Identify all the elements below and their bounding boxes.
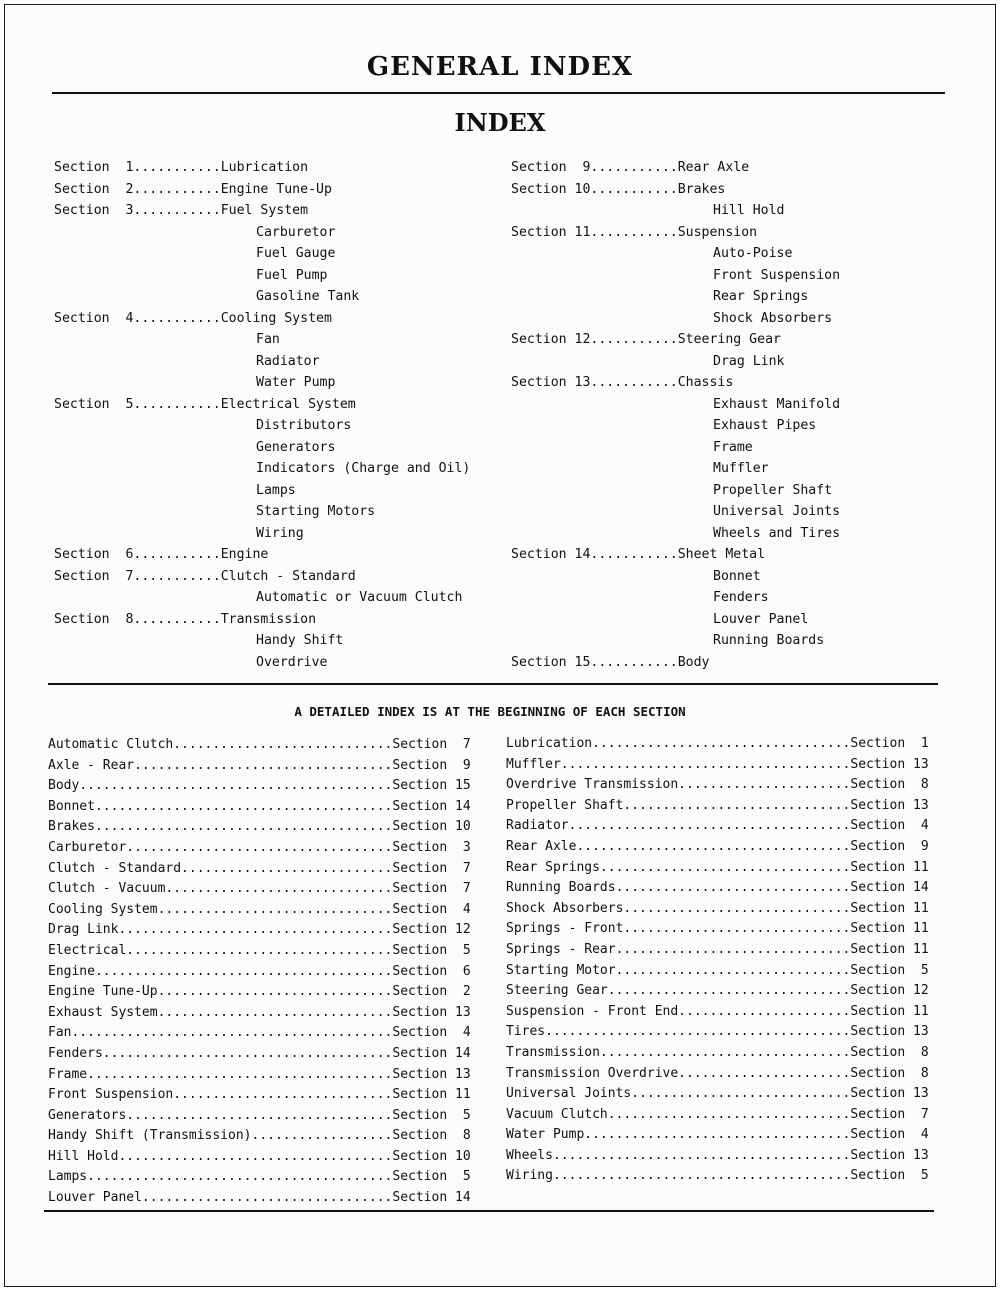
index-entry: Suspension - Front End......................Section 11 [506,1003,929,1019]
index-entry: Louver Panel................................Section 14 [48,1190,471,1206]
index-entry: Frame.......................................Section 13 [48,1066,471,1082]
index-entry: Universal Joints............................Section 13 [506,1086,929,1102]
section-entry: Section 3...........Fuel System [54,203,309,218]
subsection-entry: Water Pump [256,375,336,390]
subsection-entry: Wheels and Tires [713,525,841,541]
index-entry: Brakes......................................Section 10 [48,819,471,835]
subsection-entry: Running Boards [713,633,825,648]
index-entry: Running Boards..............................Section 14 [506,880,929,896]
index-heading: INDEX [454,108,546,137]
subsection-entry: Handy Shift [256,633,344,648]
section-entry: Section 13...........Chassis [511,375,734,390]
index-entry: Clutch - Vacuum.............................Section 7 [48,881,471,897]
index-entry: Handy Shift (Transmission)..................Section 8 [48,1128,471,1144]
subsection-entry: Radiator [256,353,320,369]
index-entry: Drag Link...................................Section 12 [48,922,471,938]
section-list-left [54,157,504,673]
subsection-entry: Gasoline Tank [256,289,360,304]
index-entry: Engine Tune-Up..............................Section 2 [48,984,471,1000]
index-entry: Vacuum Clutch...............................Section 7 [506,1106,929,1122]
section-entry: Section 2...........Engine Tune-Up [54,181,332,197]
index-entry: Steering Gear...............................Section 12 [506,983,929,999]
detailed-index-note: A DETAILED INDEX IS AT THE BEGINNING OF EACH SECTION [294,704,686,719]
subsection-entry: Generators [256,439,336,455]
index-entry: Muffler.....................................Section 13 [506,756,929,772]
subsection-entry: Universal Joints [713,504,841,519]
index-entry: Wiring......................................Section 5 [506,1168,929,1184]
subsection-entry: Starting Motors [256,504,376,519]
section-entry: Section 11...........Suspension [511,224,758,240]
section-entry: Section 5...........Electrical System [54,396,356,412]
subsection-entry: Automatic or Vacuum Clutch [256,590,463,605]
index-entry: Bonnet......................................Section 14 [48,798,471,814]
section-entry: Section 15...........Body [511,654,710,670]
section-entry: Section 6...........Engine [54,547,269,562]
title-underline [52,92,945,94]
index-entry: Springs - Rear..............................Section 11 [506,941,929,957]
index-entry: Water Pump..................................Section 4 [506,1127,929,1143]
subsection-entry: Rear Springs [713,289,809,304]
index-entry: Cooling System..............................Section 4 [48,901,471,917]
alphabetical-list-right [506,734,946,1187]
index-entry: Transmission................................Section 8 [506,1044,929,1060]
index-entry: Front Suspension............................Section 11 [48,1087,471,1103]
subsection-entry: Exhaust Manifold [713,396,841,412]
subsection-entry: Hill Hold [713,203,785,218]
subsection-entry: Wiring [256,525,304,541]
section-entry: Section 4...........Cooling System [54,310,332,326]
subsection-entry: Shock Absorbers [713,310,833,326]
index-entry: Lubrication.................................Section 1 [506,736,929,751]
alphabetical-list-left [48,735,488,1209]
index-entry: Propeller Shaft.............................Section 13 [506,797,929,813]
index-entry: Wheels......................................Section 13 [506,1147,929,1163]
index-entry: Electrical..................................Section 5 [48,942,471,958]
index-entry: Overdrive Transmission......................Section 8 [506,777,929,793]
section-entry: Section 10...........Brakes [511,181,726,197]
section-entry: Section 8...........Transmission [54,611,317,627]
subsection-entry: Fuel Gauge [256,246,336,261]
page-title: GENERAL INDEX [366,52,634,82]
subsection-entry: Fuel Pump [256,267,328,283]
index-entry: Rear Axle...................................Section 9 [506,838,929,854]
section-divider [48,683,938,685]
subsection-entry: Bonnet [713,568,761,584]
subsection-entry: Overdrive [256,654,328,670]
subsection-entry: Muffler [713,461,769,476]
index-entry: Starting Motor..............................Section 5 [506,962,929,978]
index-entry: Carburetor..................................Section 3 [48,839,471,855]
section-entry: Section 14...........Sheet Metal [511,547,766,562]
section-entry: Section 9...........Rear Axle [511,160,750,175]
index-entry: Generators..................................Section 5 [48,1107,471,1123]
section-entry: Section 7...........Clutch - Standard [54,568,356,584]
section-entry: Section 1...........Lubrication [54,160,309,175]
subsection-entry: Louver Panel [713,611,809,627]
bottom-rule [44,1210,934,1212]
subsection-entry: Lamps [256,482,296,498]
index-entry: Exhaust System..............................Section 13 [48,1004,471,1020]
index-entry: Clutch - Standard...........................Section 7 [48,860,471,876]
section-list-right [511,157,961,673]
subsection-entry: Fan [256,332,280,347]
index-entry: Rear Springs................................Section 11 [506,859,929,875]
subsection-entry: Carburetor [256,224,336,240]
subsection-entry: Drag Link [713,353,785,369]
index-entry: Automatic Clutch............................Section 7 [48,737,471,752]
subsection-entry: Fenders [713,590,769,605]
index-entry: Fenders.....................................Section 14 [48,1045,471,1061]
index-entry: Engine......................................Section 6 [48,963,471,979]
index-entry: Hill Hold...................................Section 10 [48,1148,471,1164]
subsection-entry: Propeller Shaft [713,482,833,498]
index-entry: Axle - Rear.................................Section 9 [48,757,471,773]
subsection-entry: Indicators (Charge and Oil) [256,461,471,476]
index-entry: Springs - Front.............................Section 11 [506,921,929,937]
subsection-entry: Exhaust Pipes [713,418,817,433]
index-entry: Fan.........................................Section 4 [48,1025,471,1041]
subsection-entry: Distributors [256,418,352,433]
index-entry: Body........................................Section 15 [48,778,471,794]
index-entry: Transmission Overdrive......................Section 8 [506,1065,929,1081]
index-entry: Radiator....................................Section 4 [506,818,929,834]
section-entry: Section 12...........Steering Gear [511,332,781,347]
index-entry: Tires.......................................Section 13 [506,1024,929,1040]
index-entry: Lamps.......................................Section 5 [48,1169,471,1185]
subsection-entry: Auto-Poise [713,246,793,261]
subsection-entry: Front Suspension [713,267,841,283]
index-entry: Shock Absorbers.............................Section 11 [506,900,929,916]
subsection-entry: Frame [713,439,753,455]
